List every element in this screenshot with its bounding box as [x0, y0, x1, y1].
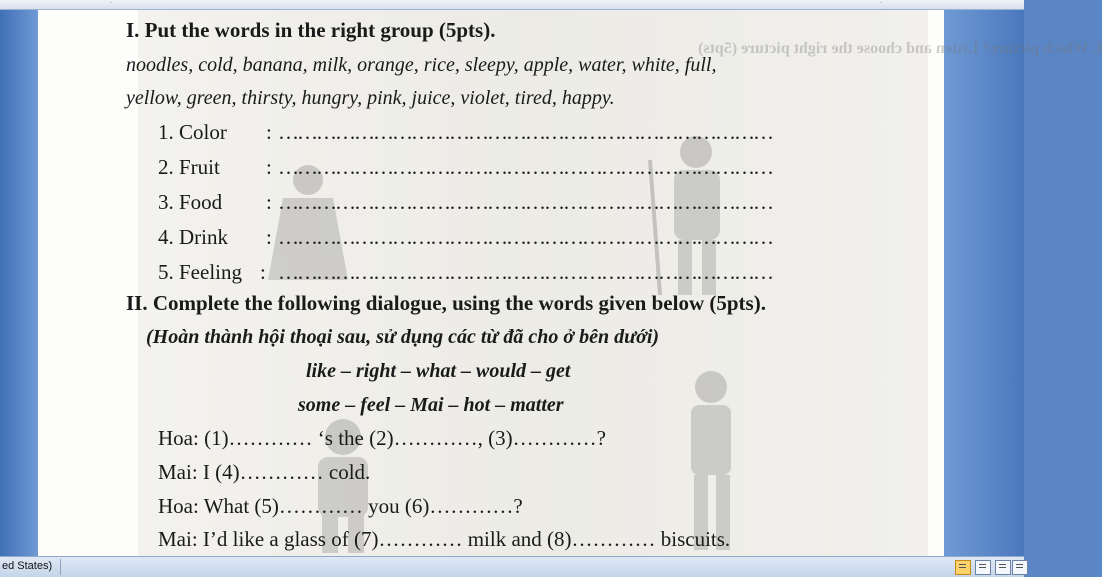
- group-drink-blank: ……………………………………………………………………: [278, 225, 772, 249]
- group-fruit-sep: :: [266, 155, 272, 179]
- group-color-label: 1. Color: [158, 120, 227, 144]
- section1-title: I. Put the words in the right group (5pts).: [126, 18, 496, 42]
- dialogue-line-3: Hoa: What (5)………… you (6)…………?: [158, 494, 523, 518]
- right-workspace: [944, 10, 1024, 556]
- scanned-worksheet: [126, 10, 1102, 556]
- full-screen-reading-view-icon[interactable]: [975, 560, 991, 575]
- group-drink-label: 4. Drink: [158, 225, 228, 249]
- group-color-blank: ……………………………………………………………………: [278, 120, 772, 144]
- group-food-blank: ……………………………………………………………………: [278, 190, 772, 214]
- section2-subtitle: (Hoàn thành hội thoại sau, sử dụng các từ đã cho ở bên dưới): [146, 326, 660, 348]
- word-bank-line1: like – right – what – would – get: [306, 360, 571, 382]
- dialogue-line-2: Mai: I (4)………… cold.: [158, 460, 371, 484]
- web-layout-view-icon[interactable]: [995, 560, 1011, 575]
- print-layout-view-icon[interactable]: [955, 560, 971, 575]
- word-list-line1: noodles, cold, banana, milk, orange, rice, sleepy, apple, water, white, full,: [126, 54, 717, 76]
- group-color-sep: :: [266, 120, 272, 144]
- dialogue-line-4: Mai: I’d like a glass of (7)………… milk and (8)………… biscuits.: [158, 527, 731, 551]
- status-bar: [0, 556, 1024, 577]
- dialogue-line-1: Hoa: (1)………… ‘s the (2)…………, (3)…………?: [158, 426, 606, 450]
- group-fruit-label: 2. Fruit: [158, 155, 220, 179]
- group-feeling-sep: :: [260, 260, 266, 284]
- left-workspace: [0, 10, 38, 556]
- word-list-line2: yellow, green, thirsty, hungry, pink, juice, violet, tired, happy.: [126, 87, 615, 109]
- outline-view-icon[interactable]: [1012, 560, 1028, 575]
- status-separator: [60, 559, 61, 575]
- group-feeling-blank: ……………………………………………………………………: [278, 260, 772, 284]
- group-drink-sep: :: [266, 225, 272, 249]
- group-fruit-blank: ……………………………………………………………………: [278, 155, 772, 179]
- horizontal-ruler[interactable]: · ·: [0, 0, 1024, 10]
- group-food-label: 3. Food: [158, 190, 223, 214]
- word-bank-line2: some – feel – Mai – hot – matter: [298, 394, 564, 416]
- section2-title: II. Complete the following dialogue, using the words given below (5pts).: [126, 291, 766, 315]
- group-feeling-label: 5. Feeling: [158, 260, 242, 284]
- language-indicator[interactable]: ed States): [2, 560, 53, 572]
- group-food-sep: :: [266, 190, 272, 214]
- bleed-through-text: I. Which picture? Listen and choose the right picture (5pts): [698, 40, 1102, 57]
- document-page[interactable]: [38, 10, 1102, 556]
